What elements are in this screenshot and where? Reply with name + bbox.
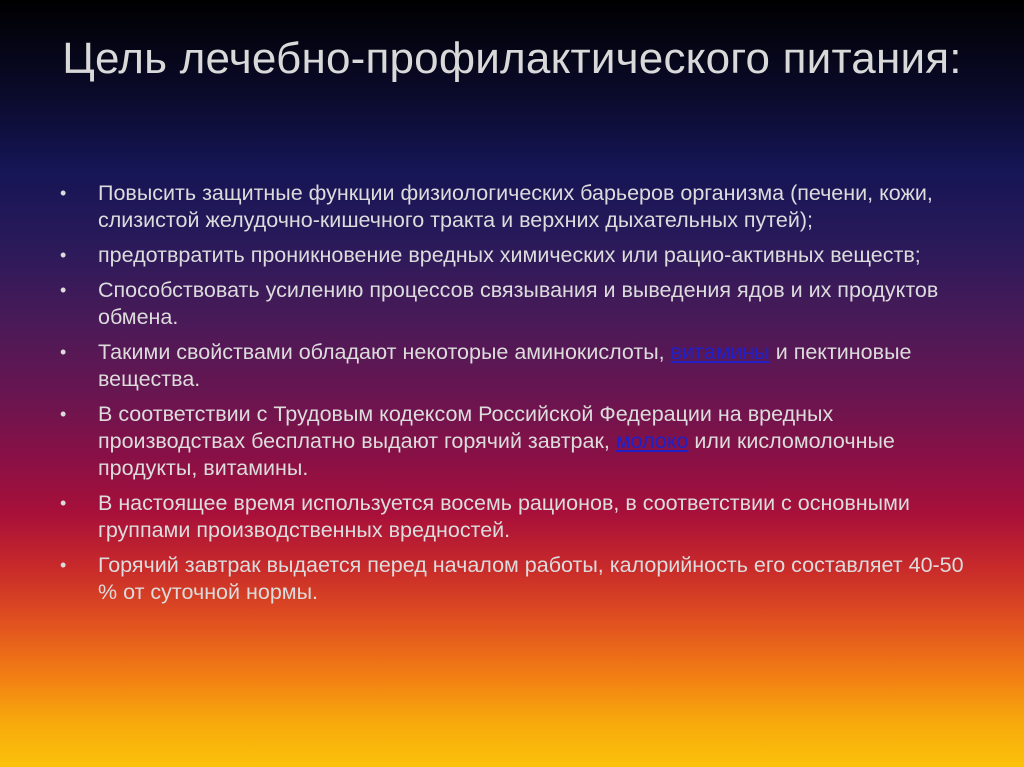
list-item [60,552,964,606]
bullet-icon: • [60,404,67,424]
bullet-icon: • [60,183,67,203]
bullet-text-pre: Такими свойствами обладают некоторые аминокислоты, [98,340,671,364]
milk-link[interactable]: молоко [615,429,689,453]
bullet-text [98,402,895,480]
list-item [60,277,964,331]
list-item [60,401,964,482]
bullet-text: Повысить защитные функции физиологических барьеров организма (печени, кожи, слизистой желудочно-кишечного тракта и верхних дыхательных путей); [98,181,933,232]
bullet-icon: • [60,280,67,300]
list-item [60,490,964,544]
bullet-text-pre: В соответствии с Трудовым кодексом Российской Федерации на вредных производствах бесплатно выдают горячий завтрак, [98,402,834,453]
bullet-text [98,340,911,391]
list-item [60,180,964,234]
bullet-icon: • [60,493,67,513]
bullet-list [60,180,964,606]
bullet-text-post: и пектиновые вещества. [98,340,912,391]
bullet-text-post: или кисломолочные продукты, витамины. [98,429,895,480]
list-item [60,242,964,269]
slide-title: Цель лечебно-профилактического питания: [62,34,962,83]
bullet-text: Горячий завтрак выдается перед началом работы, калорийность его составляет 40-50 % от суточной нормы. [98,553,964,604]
bullet-text: Способствовать усилению процессов связывания и выведения ядов и их продуктов обмена. [98,278,939,329]
bullet-icon: • [60,245,67,265]
bullet-icon: • [60,555,67,575]
bullet-icon: • [60,342,67,362]
slide-content [60,180,964,614]
bullet-text: предотвратить проникновение вредных химических или рацио-активных веществ; [98,243,921,267]
bullet-text: В настоящее время используется восемь рационов, в соответствии с основными группами производственных вредностей. [98,491,910,542]
vitamins-link[interactable]: витамины [670,340,770,364]
list-item [60,339,964,393]
